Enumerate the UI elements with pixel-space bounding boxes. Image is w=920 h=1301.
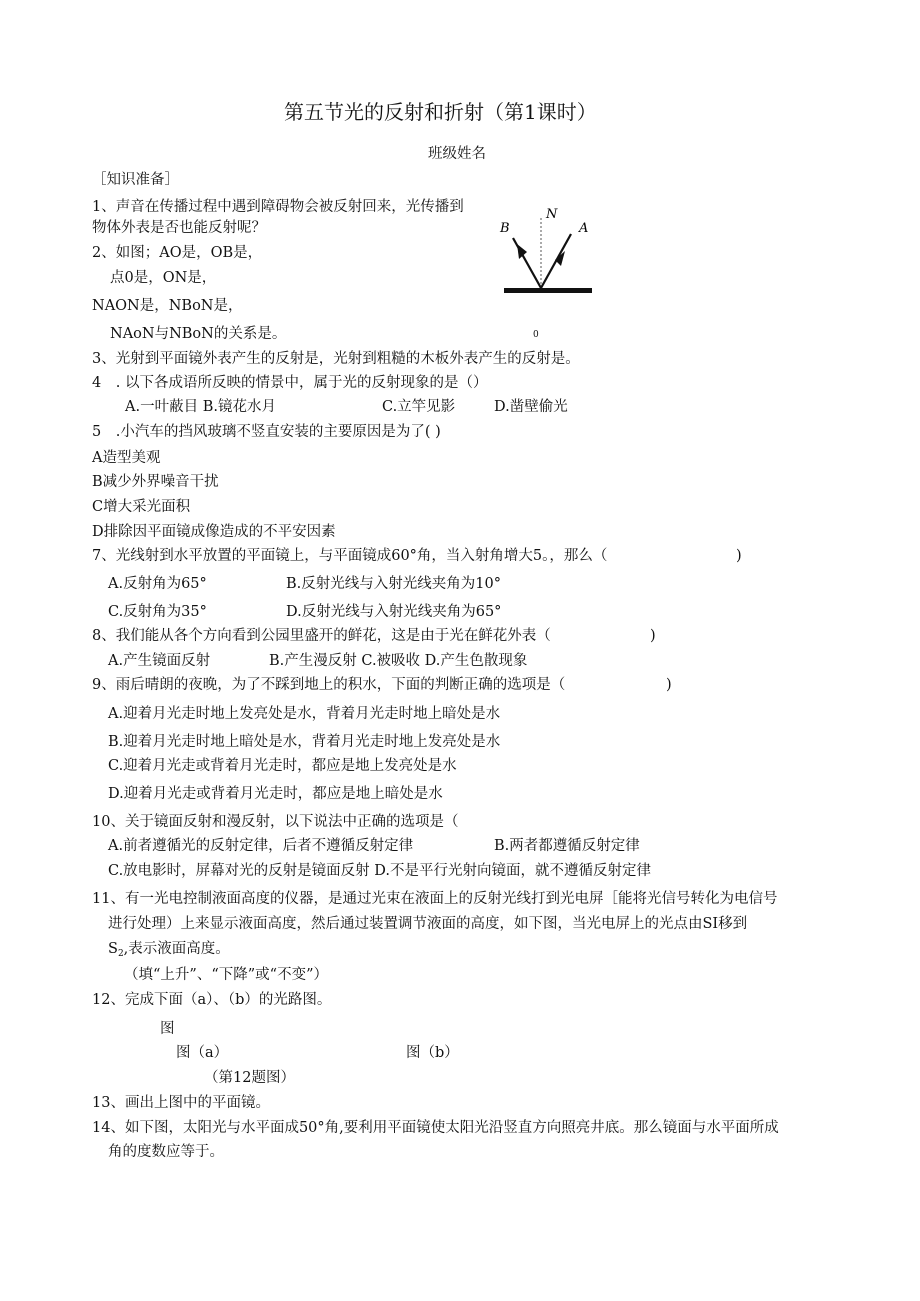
q9-close-paren: ) <box>666 677 672 693</box>
q5-option-d: D排除因平面镜成像造成的不平安因素 <box>92 524 336 540</box>
q9-stem: 9、雨后晴朗的夜晚，为了不踩到地上的积水，下面的判断正确的选项是（ <box>92 677 566 693</box>
q9-option-b: B.迎着月光走时地上暗处是水，背着月光走时地上发亮处是水 <box>108 734 501 750</box>
label-a: A <box>579 221 589 236</box>
label-b: B <box>500 221 510 236</box>
reflected-arrowhead <box>517 244 527 259</box>
q12-figure-b-label: 图（b） <box>406 1045 459 1061</box>
q2-line3: NAON是，NBoN是， <box>92 298 243 314</box>
q10-option-b: B.两者都遵循反射定律 <box>494 838 640 854</box>
q7-option-b: B.反射光线与入射光线夹角为10° <box>286 576 501 592</box>
mirror-surface <box>504 288 592 293</box>
title: 第五节光的反射和折射（第1课时） <box>284 100 597 124</box>
q1-line1: 1、声音在传播过程中遇到障碍物会被反射回来，光传播到 <box>92 199 464 215</box>
q2-line1: 2、如图；AO是，OB是， <box>92 245 263 261</box>
q8-stem: 8、我们能从各个方向看到公园里盛开的鲜花，这是由于光在鲜花外表（ <box>92 628 551 644</box>
q5-option-a: A造型美观 <box>92 450 161 466</box>
q9-option-c: C.迎着月光走或背着月光走时，都应是地上发亮处是水 <box>108 758 457 774</box>
q3: 3、光射到平面镜外表产生的反射是，光射到粗糙的木板外表产生的反射是。 <box>92 351 580 367</box>
q11-line3-rest: ,表示液面高度。 <box>123 941 230 957</box>
q7-option-a: A.反射角为65° <box>108 576 207 592</box>
q1-line2: 物体外表是否也能反射呢？ <box>92 220 266 236</box>
q7-option-d: D.反射光线与入射光线夹角为65° <box>286 604 502 620</box>
q2-line4: NAoN与NBoN的关系是。 <box>110 326 287 342</box>
q7-close-paren: ) <box>736 548 742 564</box>
q9-option-a: A.迎着月光走时地上发亮处是水，背着月光走时地上暗处是水 <box>108 706 501 722</box>
q8-option-a: A.产生镜面反射 <box>108 653 211 669</box>
q2-line2: 点0是，ON是， <box>110 270 217 286</box>
q11-line3 <box>108 939 230 964</box>
q8-option-bcd: B.产生漫反射 C.被吸收 D.产生色散现象 <box>269 653 528 669</box>
figure-caption: 0 <box>533 330 539 340</box>
q11-line4: （填“上升”、“下降”或“不变”） <box>124 967 328 983</box>
q12-figure-a-label: 图（a） <box>176 1045 229 1061</box>
q11-s: S <box>108 941 118 957</box>
class-name-line: 班级姓名 <box>428 146 486 162</box>
q13: 13、画出上图中的平面镜。 <box>92 1095 270 1111</box>
section-heading: ［知识准备］ <box>92 172 179 188</box>
q8-close-paren: ) <box>650 628 656 644</box>
reflection-diagram <box>497 204 597 299</box>
q4-option-c: C.立竿见影 <box>382 399 456 415</box>
q12-tu: 图 <box>160 1021 175 1037</box>
q5-option-c: C增大采光面积 <box>92 499 191 515</box>
q10-stem: 10、关于镜面反射和漫反射，以下说法中正确的选项是（ <box>92 814 459 830</box>
label-n: N <box>546 207 558 222</box>
q10-option-a: A.前者遵循光的反射定律，后者不遵循反射定律 <box>108 838 414 854</box>
q11-line2: 进行处理）上来显示液面高度，然后通过装置调节液面的高度，如下图，当光电屏上的光点由SI移到 <box>108 916 748 932</box>
q14-line1: 14、如下图，太阳光与水平面成50°角,要利用平面镜使太阳光沿竖直方向照亮井底。那么镜面与水平面所成 <box>92 1120 779 1136</box>
q14-line2: 角的度数应等于。 <box>108 1144 224 1160</box>
q7-option-c: C.反射角为35° <box>108 604 207 620</box>
q11-line1: 11、有一光电控制液面高度的仪器，是通过光束在液面上的反射光线打到光电屏［能将光信号转化为电信号 <box>92 891 778 907</box>
q12-stem: 12、完成下面（a）、（b）的光路图。 <box>92 992 332 1008</box>
q11-subscript: 2 <box>117 949 124 959</box>
q4-stem: 4 . 以下各成语所反映的情景中，属于光的反射现象的是（） <box>92 375 488 391</box>
q7-stem: 7、光线射到水平放置的平面镜上，与平面镜成60°角，当入射角增大5。，那么（ <box>92 548 608 564</box>
q4-option-ab: A.一叶蔽目 B.镜花水月 <box>125 399 276 415</box>
q5-option-b: B减少外界噪音干扰 <box>92 474 219 490</box>
q10-option-cd: C.放电影时，屏幕对光的反射是镜面反射 D.不是平行光射向镜面，就不遵循反射定律 <box>108 863 652 879</box>
q9-option-d: D.迎着月光走或背着月光走时，都应是地上暗处是水 <box>108 786 443 802</box>
q5-stem: 5 .小汽车的挡风玻璃不竖直安装的主要原因是为了( ) <box>92 424 441 440</box>
q12-caption: （第12题图） <box>204 1070 295 1086</box>
q4-option-d: D.凿壁偷光 <box>494 399 568 415</box>
